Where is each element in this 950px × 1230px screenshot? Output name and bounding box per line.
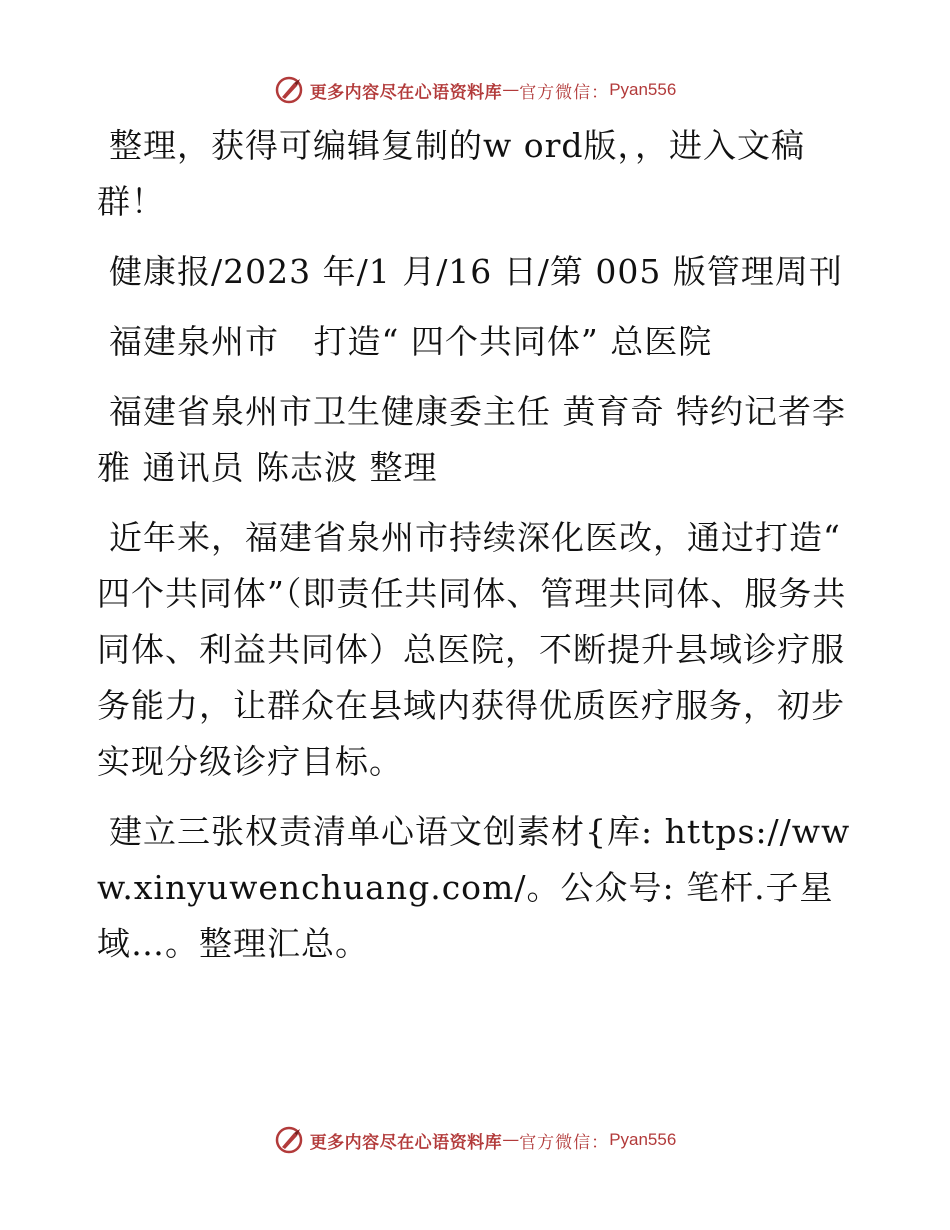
- watermark-wechat-label: 官方微信：: [519, 1132, 610, 1153]
- watermark-dash: —: [502, 80, 520, 100]
- quill-pen-circle-icon: [274, 1125, 304, 1155]
- watermark-wechat-label: 官方微信：: [519, 82, 610, 103]
- paragraph-section: 建立三张权责清单心语文创素材{库: https://www.xinyuwenchuang.com/。公众号: 笔杆.子星域…。整理汇总。: [97, 812, 851, 963]
- paragraph-body: 近年来，福建省泉州市持续深化医改，通过打造“ 四个共同体”（即责任共同体、管理共同体、服务共同体、利益共同体）总医院，不断提升县域诊疗服务能力，让群众在县域内获得优质医疗服务，初步实现分级诊疗目标。: [97, 518, 847, 781]
- watermark-wechat-id: Pyan556: [609, 1130, 677, 1149]
- quill-pen-circle-icon: [274, 75, 304, 105]
- watermark-dash: —: [502, 1130, 520, 1150]
- paragraph-source: 健康报/2023 年/1 月/16 日/第 005 版管理周刊: [109, 252, 843, 291]
- watermark-wechat-id: Pyan556: [609, 80, 677, 99]
- paragraph-authors: 福建省泉州市卫生健康委主任 黄育奇 特约记者李雅 通讯员 陈志波 整理: [97, 392, 846, 487]
- watermark-main-text: 更多内容尽在心语资料库: [309, 1132, 503, 1153]
- footer-watermark: [0, 1120, 950, 1160]
- document-body: [97, 118, 857, 986]
- article-title: 福建泉州市 打造“ 四个共同体” 总医院: [109, 322, 713, 361]
- paragraph-intro: 整理，获得可编辑复制的w ord版，，进入文稿群！: [97, 126, 806, 221]
- header-watermark: [0, 70, 950, 110]
- watermark-main-text: 更多内容尽在心语资料库: [309, 82, 503, 103]
